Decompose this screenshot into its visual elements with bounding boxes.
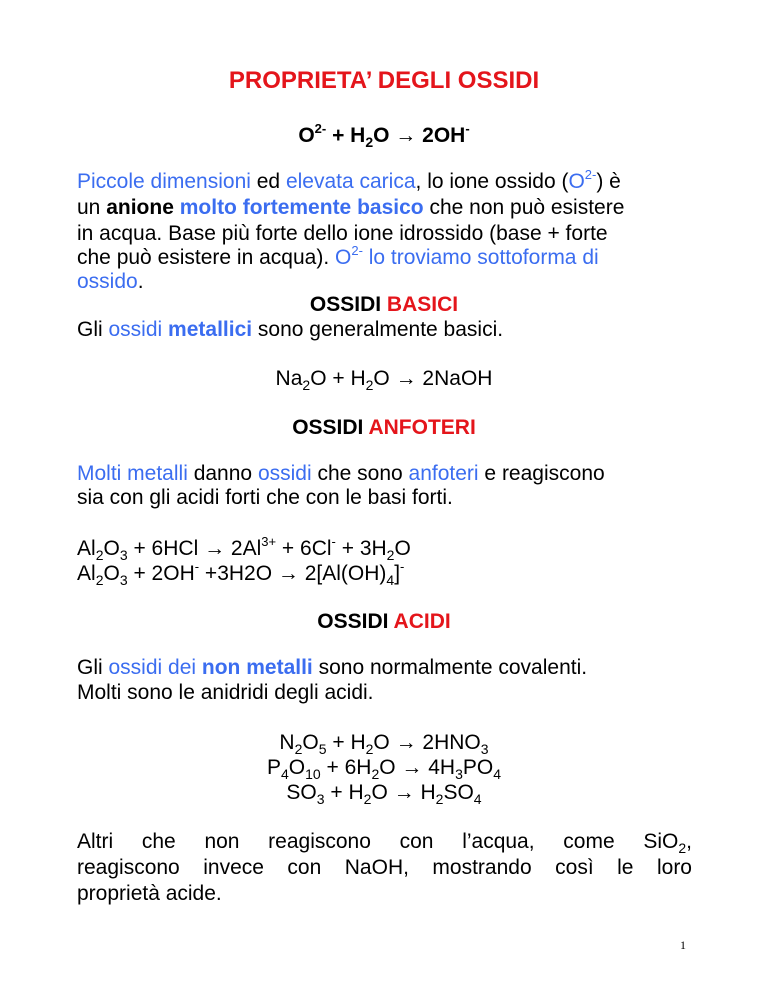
paragraph-line: un anione molto fortemente basico che non può esistere xyxy=(77,196,625,219)
paragraph-line: Molti metalli danno ossidi che sono anfoteri e reagiscono xyxy=(77,462,605,485)
paragraph-line: in acqua. Base più forte dello ione idrossido (base + forte xyxy=(77,222,608,245)
page-number: 1 xyxy=(680,938,686,952)
equation-sodium-oxide: $Na_2O + H_2O$ → 2NaOH xyxy=(275,367,493,393)
equation-p4o10: $P_4O_{10} + 6H_2O \to 4H_3PO_4$ xyxy=(266,756,502,782)
heading-amphoteric-oxides: OSSIDI ANFOTERI xyxy=(292,416,476,439)
heading-acidic-oxides: OSSIDI ACIDI xyxy=(317,610,451,633)
equation-alumina-acid: $Al_2O_3 + 6HCl \to 2Al^{3+} + 6Cl^- + 3H_2O$ xyxy=(77,534,411,563)
paragraph-line: che può esistere in acqua). $O^{2-}$ lo troviamo sottoforma di xyxy=(77,243,599,269)
paragraph-line: Gli ossidi metallici sono generalmente basici. xyxy=(77,318,504,341)
heading-basic-oxides: OSSIDI BASICI xyxy=(309,293,459,316)
paragraph-line: reagiscono invece con NaOH, mostrando così le loro xyxy=(77,856,692,879)
equation-alumina-base: $Al_2O_3 + 2OH^- +3H2O \to 2[Al(OH)_4]^-$ xyxy=(77,559,405,588)
paragraph-line: sia con gli acidi forti che con le basi forti. xyxy=(77,486,453,509)
paragraph-line: Piccole dimensioni ed elevata carica, lo ione ossido $(O^{2-})$ è xyxy=(77,167,621,193)
paragraph-line: Altri che non reagiscono con l’acqua, come SiO$_2$, xyxy=(77,830,692,856)
equation-so3: $SO_3 + H_2O \to H_2SO_4$ xyxy=(286,781,482,807)
equation-oxide-water: $O^{2-} + H_2O \to 2OH^-$ xyxy=(298,121,470,150)
page-title: PROPRIETA’ DEGLI OSSIDI xyxy=(228,67,540,94)
paragraph-line: proprietà acide. xyxy=(77,882,222,905)
equation-n2o5: $N_2O_5 + H_2O \to 2HNO_3$ xyxy=(279,731,489,757)
paragraph-line: ossido. xyxy=(77,270,144,293)
paragraph-line: Gli ossidi dei non metalli sono normalmente covalenti. xyxy=(77,656,588,679)
paragraph-line: Molti sono le anidridi degli acidi. xyxy=(77,681,374,704)
